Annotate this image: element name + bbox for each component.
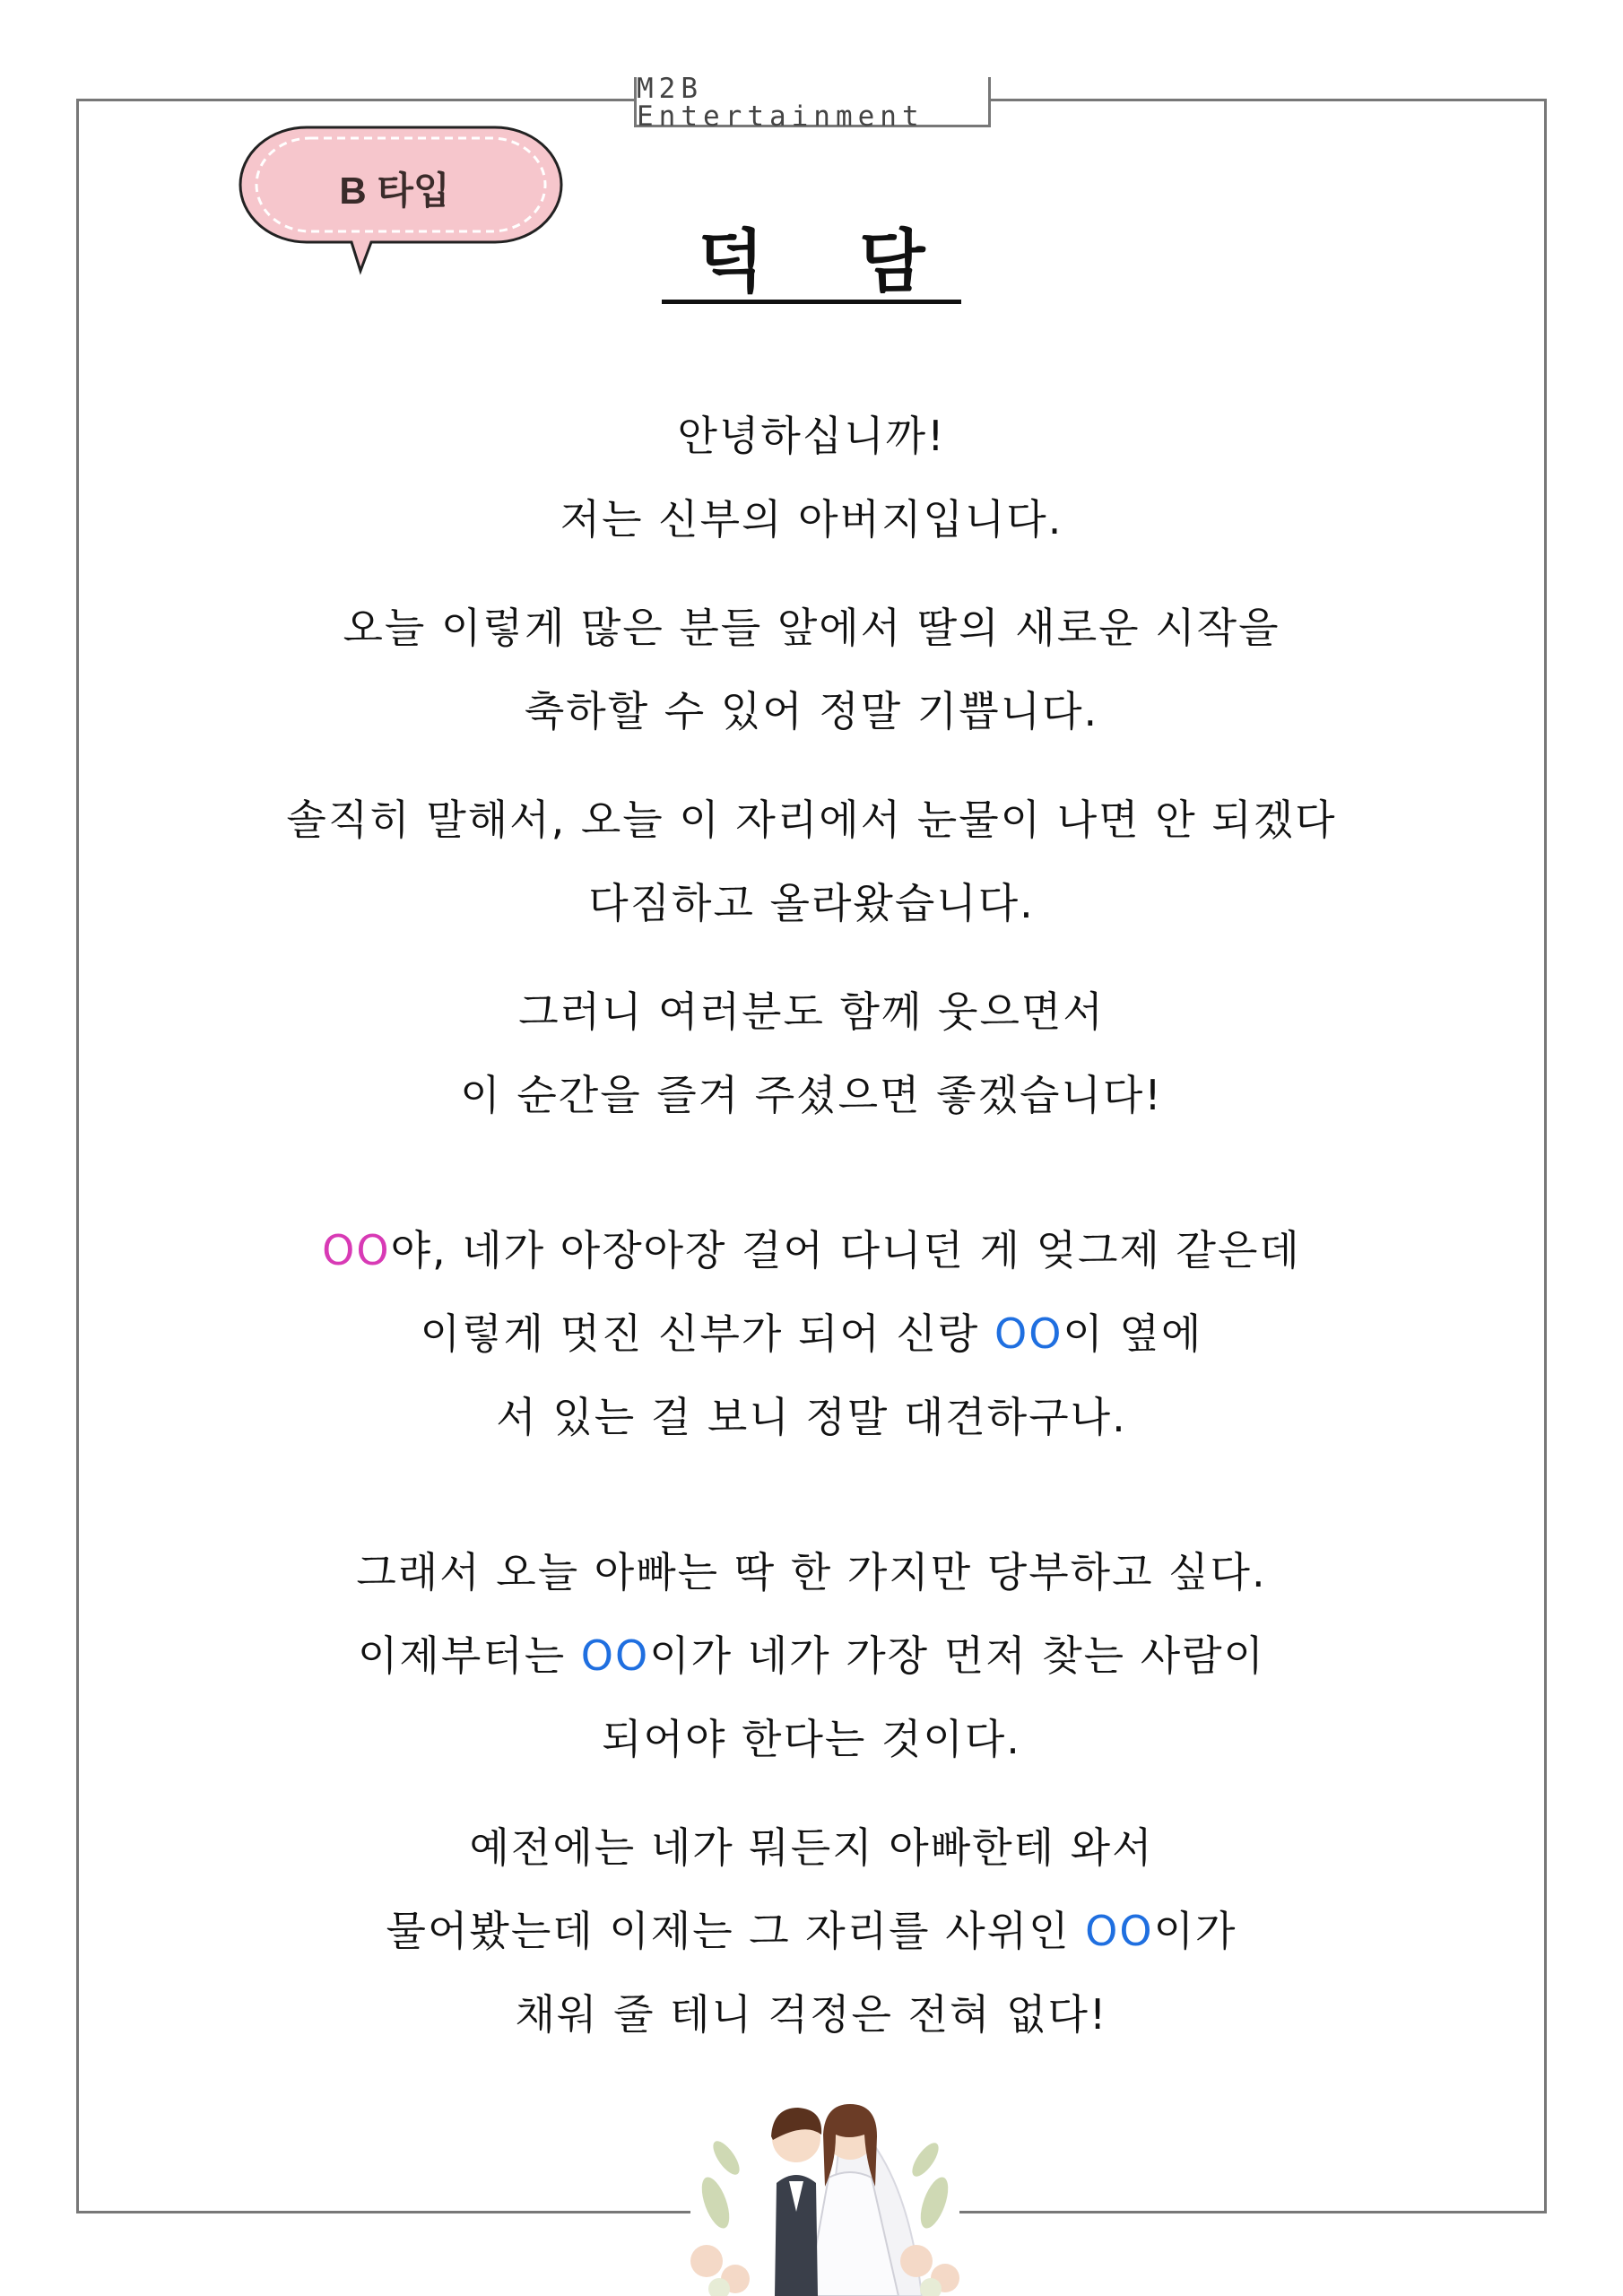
speech-line: 서 있는 걸 보니 정말 대견하구나. xyxy=(496,1393,1127,1441)
speech-text: 야, 네가 아장아장 걸어 다니던 게 엊그제 같은데 xyxy=(390,1226,1301,1274)
speech-line: 오늘 이렇게 많은 분들 앞에서 딸의 새로운 시작을 xyxy=(343,604,1280,652)
groom-name-placeholder: OO xyxy=(580,1631,650,1680)
speech-line xyxy=(0,1292,1623,1376)
speech-text: 이가 xyxy=(1153,1907,1237,1955)
brand-tab xyxy=(634,73,991,133)
speech-line: 되어야 한다는 것이다. xyxy=(602,1715,1021,1763)
speech-line: 그래서 오늘 아빠는 딱 한 가지만 당부하고 싶다. xyxy=(356,1548,1267,1596)
wedding-couple-illustration xyxy=(690,2077,959,2296)
brand-name: M2B Entertainment xyxy=(637,73,924,133)
bride-name-placeholder: OO xyxy=(322,1226,391,1274)
type-badge-label: B 타입 xyxy=(339,170,450,212)
speech-body xyxy=(0,395,1623,2057)
speech-text: 이제부터는 xyxy=(357,1631,581,1680)
groom-name-placeholder: OO xyxy=(994,1309,1063,1358)
speech-line xyxy=(0,1209,1623,1292)
speech-line: 저는 신부의 아버지입니다. xyxy=(560,495,1063,544)
groom-name-placeholder: OO xyxy=(1085,1907,1154,1955)
speech-line: 솔직히 말해서, 오늘 이 자리에서 눈물이 나면 안 되겠다 xyxy=(286,796,1337,844)
speech-line: 그러니 여러분도 함께 웃으면서 xyxy=(518,987,1105,1036)
speech-line: 채워 줄 테니 걱정은 전혀 없다! xyxy=(515,1990,1108,2039)
speech-line: 안녕하십니까! xyxy=(677,412,946,460)
speech-line: 이 순간을 즐겨 주셨으면 좋겠습니다! xyxy=(460,1071,1163,1119)
speech-text: 이 옆에 xyxy=(1063,1309,1203,1358)
speech-line: 예전에는 네가 뭐든지 아빠한테 와서 xyxy=(469,1823,1154,1872)
speech-line xyxy=(0,1614,1623,1698)
speech-text: 물어봤는데 이제는 그 자리를 사위인 xyxy=(386,1907,1086,1955)
speech-text: 이가 네가 가장 먼저 찾는 사람이 xyxy=(649,1631,1265,1680)
speech-text: 이렇게 멋진 신부가 되어 신랑 xyxy=(420,1309,994,1358)
speech-line: 축하할 수 있어 정말 기쁩니다. xyxy=(524,687,1099,735)
speech-line: 다짐하고 올라왔습니다. xyxy=(588,879,1035,927)
speech-line xyxy=(0,1890,1623,1973)
page-title: 덕 담 xyxy=(662,224,960,304)
page-title-wrap xyxy=(0,224,1623,304)
